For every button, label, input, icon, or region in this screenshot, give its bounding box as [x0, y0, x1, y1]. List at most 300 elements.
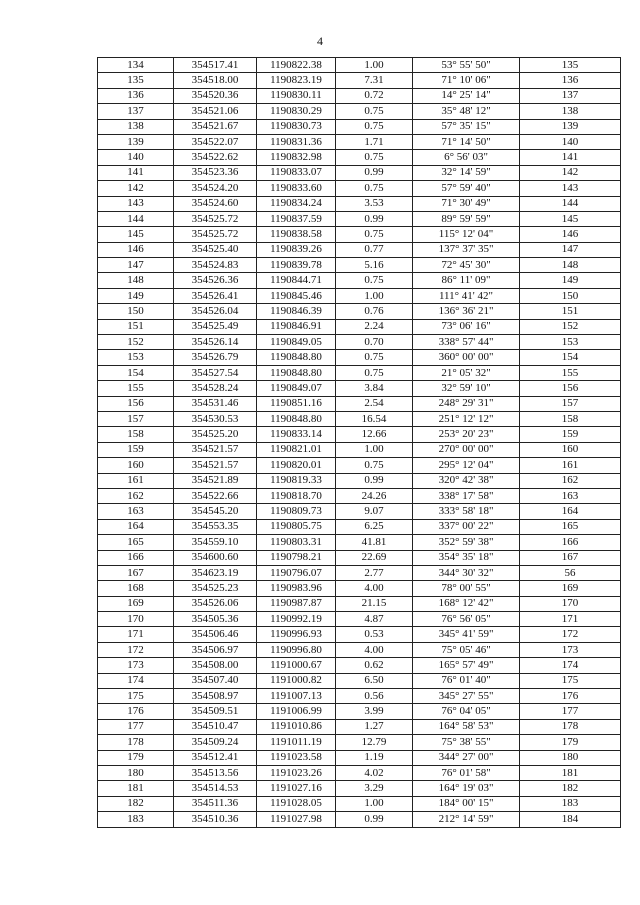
distance-cell: 6.50 — [336, 673, 413, 688]
next-point-cell: 152 — [520, 319, 621, 334]
y-coordinate-cell: 1191028.05 — [257, 796, 336, 811]
y-coordinate-cell: 1191023.26 — [257, 765, 336, 780]
point-number-cell: 151 — [98, 319, 174, 334]
y-coordinate-cell: 1190833.14 — [257, 427, 336, 442]
bearing-cell: 270° 00' 00" — [413, 442, 520, 457]
distance-cell: 0.75 — [336, 350, 413, 365]
distance-cell: 4.00 — [336, 642, 413, 657]
table-row — [98, 335, 621, 350]
y-coordinate-cell: 1190839.78 — [257, 258, 336, 273]
y-coordinate-cell: 1190832.98 — [257, 150, 336, 165]
table-row — [98, 765, 621, 780]
y-coordinate-cell: 1190830.11 — [257, 88, 336, 103]
table-row — [98, 627, 621, 642]
distance-cell: 0.75 — [336, 181, 413, 196]
y-coordinate-cell: 1190820.01 — [257, 458, 336, 473]
table-row — [98, 781, 621, 796]
point-number-cell: 165 — [98, 535, 174, 550]
table-row — [98, 596, 621, 611]
x-coordinate-cell: 354506.97 — [174, 642, 257, 657]
distance-cell: 0.56 — [336, 689, 413, 704]
point-number-cell: 181 — [98, 781, 174, 796]
bearing-cell: 76° 01' 40" — [413, 673, 520, 688]
x-coordinate-cell: 354510.47 — [174, 719, 257, 734]
next-point-cell: 166 — [520, 535, 621, 550]
table-row — [98, 134, 621, 149]
distance-cell: 21.15 — [336, 596, 413, 611]
y-coordinate-cell: 1190846.39 — [257, 304, 336, 319]
bearing-cell: 164° 58' 53" — [413, 719, 520, 734]
point-number-cell: 141 — [98, 165, 174, 180]
table-row — [98, 473, 621, 488]
bearing-cell: 344° 27' 00" — [413, 750, 520, 765]
distance-cell: 0.99 — [336, 165, 413, 180]
distance-cell: 2.54 — [336, 396, 413, 411]
x-coordinate-cell: 354600.60 — [174, 550, 257, 565]
y-coordinate-cell: 1191011.19 — [257, 735, 336, 750]
y-coordinate-cell: 1190833.60 — [257, 181, 336, 196]
y-coordinate-cell: 1190987.87 — [257, 596, 336, 611]
point-number-cell: 144 — [98, 211, 174, 226]
y-coordinate-cell: 1190830.29 — [257, 104, 336, 119]
next-point-cell: 165 — [520, 519, 621, 534]
distance-cell: 1.71 — [336, 134, 413, 149]
distance-cell: 2.77 — [336, 565, 413, 580]
distance-cell: 4.00 — [336, 581, 413, 596]
bearing-cell: 137° 37' 35" — [413, 242, 520, 257]
y-coordinate-cell: 1190809.73 — [257, 504, 336, 519]
y-coordinate-cell: 1190996.93 — [257, 627, 336, 642]
next-point-cell: 142 — [520, 165, 621, 180]
distance-cell: 1.00 — [336, 442, 413, 457]
y-coordinate-cell: 1190796.07 — [257, 565, 336, 580]
distance-cell: 16.54 — [336, 411, 413, 426]
point-number-cell: 157 — [98, 411, 174, 426]
bearing-cell: 76° 56' 05" — [413, 612, 520, 627]
y-coordinate-cell: 1191010.86 — [257, 719, 336, 734]
next-point-cell: 167 — [520, 550, 621, 565]
next-point-cell: 154 — [520, 350, 621, 365]
bearing-cell: 337° 00' 22" — [413, 519, 520, 534]
distance-cell: 4.87 — [336, 612, 413, 627]
table-row — [98, 150, 621, 165]
table-row — [98, 658, 621, 673]
distance-cell: 12.79 — [336, 735, 413, 750]
x-coordinate-cell: 354510.36 — [174, 812, 257, 827]
next-point-cell: 150 — [520, 288, 621, 303]
table-row — [98, 612, 621, 627]
bearing-cell: 57° 35' 15" — [413, 119, 520, 134]
y-coordinate-cell: 1190996.80 — [257, 642, 336, 657]
table-row — [98, 381, 621, 396]
y-coordinate-cell: 1191000.82 — [257, 673, 336, 688]
next-point-cell: 138 — [520, 104, 621, 119]
x-coordinate-cell: 354512.41 — [174, 750, 257, 765]
next-point-cell: 182 — [520, 781, 621, 796]
y-coordinate-cell: 1190822.38 — [257, 58, 336, 73]
y-coordinate-cell: 1190819.33 — [257, 473, 336, 488]
point-number-cell: 169 — [98, 596, 174, 611]
bearing-cell: 21° 05' 32" — [413, 365, 520, 380]
x-coordinate-cell: 354623.19 — [174, 565, 257, 580]
distance-cell: 0.75 — [336, 227, 413, 242]
y-coordinate-cell: 1190849.05 — [257, 335, 336, 350]
next-point-cell: 136 — [520, 73, 621, 88]
bearing-cell: 73° 06' 16" — [413, 319, 520, 334]
x-coordinate-cell: 354511.36 — [174, 796, 257, 811]
table-row — [98, 242, 621, 257]
point-number-cell: 178 — [98, 735, 174, 750]
x-coordinate-cell: 354507.40 — [174, 673, 257, 688]
distance-cell: 3.84 — [336, 381, 413, 396]
table-row — [98, 319, 621, 334]
bearing-cell: 345° 41' 59" — [413, 627, 520, 642]
x-coordinate-cell: 354521.89 — [174, 473, 257, 488]
table-row — [98, 227, 621, 242]
distance-cell: 5.16 — [336, 258, 413, 273]
table-row — [98, 258, 621, 273]
x-coordinate-cell: 354553.35 — [174, 519, 257, 534]
distance-cell: 7.31 — [336, 73, 413, 88]
x-coordinate-cell: 354526.06 — [174, 596, 257, 611]
distance-cell: 0.99 — [336, 812, 413, 827]
point-number-cell: 172 — [98, 642, 174, 657]
bearing-cell: 354° 35' 18" — [413, 550, 520, 565]
distance-cell: 6.25 — [336, 519, 413, 534]
table-row — [98, 288, 621, 303]
bearing-cell: 71° 14' 50" — [413, 134, 520, 149]
y-coordinate-cell: 1190838.58 — [257, 227, 336, 242]
next-point-cell: 139 — [520, 119, 621, 134]
next-point-cell: 177 — [520, 704, 621, 719]
bearing-cell: 75° 05' 46" — [413, 642, 520, 657]
next-point-cell: 179 — [520, 735, 621, 750]
x-coordinate-cell: 354521.67 — [174, 119, 257, 134]
x-coordinate-cell: 354522.66 — [174, 488, 257, 503]
y-coordinate-cell: 1190844.71 — [257, 273, 336, 288]
y-coordinate-cell: 1190833.07 — [257, 165, 336, 180]
point-number-cell: 154 — [98, 365, 174, 380]
table-row — [98, 673, 621, 688]
bearing-cell: 253° 20' 23" — [413, 427, 520, 442]
point-number-cell: 152 — [98, 335, 174, 350]
x-coordinate-cell: 354521.06 — [174, 104, 257, 119]
table-row — [98, 812, 621, 827]
x-coordinate-cell: 354526.04 — [174, 304, 257, 319]
distance-cell: 0.99 — [336, 473, 413, 488]
y-coordinate-cell: 1190803.31 — [257, 535, 336, 550]
y-coordinate-cell: 1190851.16 — [257, 396, 336, 411]
x-coordinate-cell: 354518.00 — [174, 73, 257, 88]
y-coordinate-cell: 1190830.73 — [257, 119, 336, 134]
point-number-cell: 177 — [98, 719, 174, 734]
x-coordinate-cell: 354559.10 — [174, 535, 257, 550]
point-number-cell: 149 — [98, 288, 174, 303]
bearing-cell: 251° 12' 12" — [413, 411, 520, 426]
point-number-cell: 180 — [98, 765, 174, 780]
bearing-cell: 57° 59' 40" — [413, 181, 520, 196]
next-point-cell: 56 — [520, 565, 621, 580]
bearing-cell: 136° 36' 21" — [413, 304, 520, 319]
table-row — [98, 550, 621, 565]
next-point-cell: 181 — [520, 765, 621, 780]
next-point-cell: 164 — [520, 504, 621, 519]
bearing-cell: 248° 29' 31" — [413, 396, 520, 411]
x-coordinate-cell: 354525.49 — [174, 319, 257, 334]
y-coordinate-cell: 1190839.26 — [257, 242, 336, 257]
distance-cell: 41.81 — [336, 535, 413, 550]
distance-cell: 1.00 — [336, 288, 413, 303]
x-coordinate-cell: 354506.46 — [174, 627, 257, 642]
bearing-cell: 89° 59' 59" — [413, 211, 520, 226]
x-coordinate-cell: 354514.53 — [174, 781, 257, 796]
x-coordinate-cell: 354527.54 — [174, 365, 257, 380]
distance-cell: 3.53 — [336, 196, 413, 211]
y-coordinate-cell: 1190805.75 — [257, 519, 336, 534]
y-coordinate-cell: 1190846.91 — [257, 319, 336, 334]
table-row — [98, 642, 621, 657]
x-coordinate-cell: 354524.60 — [174, 196, 257, 211]
bearing-cell: 72° 45' 30" — [413, 258, 520, 273]
y-coordinate-cell: 1190992.19 — [257, 612, 336, 627]
y-coordinate-cell: 1191007.13 — [257, 689, 336, 704]
y-coordinate-cell: 1191000.67 — [257, 658, 336, 673]
next-point-cell: 143 — [520, 181, 621, 196]
next-point-cell: 178 — [520, 719, 621, 734]
point-number-cell: 168 — [98, 581, 174, 596]
bearing-cell: 168° 12' 42" — [413, 596, 520, 611]
point-number-cell: 145 — [98, 227, 174, 242]
bearing-cell: 352° 59' 38" — [413, 535, 520, 550]
distance-cell: 1.27 — [336, 719, 413, 734]
next-point-cell: 159 — [520, 427, 621, 442]
point-number-cell: 175 — [98, 689, 174, 704]
bearing-cell: 71° 10' 06" — [413, 73, 520, 88]
next-point-cell: 145 — [520, 211, 621, 226]
y-coordinate-cell: 1190848.80 — [257, 350, 336, 365]
point-number-cell: 170 — [98, 612, 174, 627]
point-number-cell: 136 — [98, 88, 174, 103]
point-number-cell: 143 — [98, 196, 174, 211]
table-row — [98, 565, 621, 580]
bearing-cell: 78° 00' 55" — [413, 581, 520, 596]
bearing-cell: 164° 19' 03" — [413, 781, 520, 796]
point-number-cell: 142 — [98, 181, 174, 196]
point-number-cell: 167 — [98, 565, 174, 580]
table-row — [98, 196, 621, 211]
point-number-cell: 140 — [98, 150, 174, 165]
distance-cell: 1.19 — [336, 750, 413, 765]
x-coordinate-cell: 354521.57 — [174, 442, 257, 457]
distance-cell: 0.99 — [336, 211, 413, 226]
point-number-cell: 163 — [98, 504, 174, 519]
next-point-cell: 155 — [520, 365, 621, 380]
bearing-cell: 115° 12' 04" — [413, 227, 520, 242]
x-coordinate-cell: 354525.40 — [174, 242, 257, 257]
distance-cell: 1.00 — [336, 796, 413, 811]
point-number-cell: 147 — [98, 258, 174, 273]
bearing-cell: 76° 04' 05" — [413, 704, 520, 719]
bearing-cell: 360° 00' 00" — [413, 350, 520, 365]
bearing-cell: 53° 55' 50" — [413, 58, 520, 73]
point-number-cell: 183 — [98, 812, 174, 827]
distance-cell: 0.75 — [336, 458, 413, 473]
next-point-cell: 180 — [520, 750, 621, 765]
bearing-cell: 35° 48' 12" — [413, 104, 520, 119]
table-row — [98, 689, 621, 704]
y-coordinate-cell: 1190848.80 — [257, 411, 336, 426]
y-coordinate-cell: 1190831.36 — [257, 134, 336, 149]
table-row — [98, 119, 621, 134]
next-point-cell: 156 — [520, 381, 621, 396]
x-coordinate-cell: 354545.20 — [174, 504, 257, 519]
point-number-cell: 160 — [98, 458, 174, 473]
point-number-cell: 148 — [98, 273, 174, 288]
bearing-cell: 86° 11' 09" — [413, 273, 520, 288]
x-coordinate-cell: 354526.41 — [174, 288, 257, 303]
next-point-cell: 160 — [520, 442, 621, 457]
next-point-cell: 148 — [520, 258, 621, 273]
table-row — [98, 796, 621, 811]
x-coordinate-cell: 354525.72 — [174, 211, 257, 226]
table-row — [98, 273, 621, 288]
distance-cell: 0.77 — [336, 242, 413, 257]
table-row — [98, 396, 621, 411]
point-number-cell: 137 — [98, 104, 174, 119]
point-number-cell: 138 — [98, 119, 174, 134]
next-point-cell: 153 — [520, 335, 621, 350]
next-point-cell: 151 — [520, 304, 621, 319]
x-coordinate-cell: 354530.53 — [174, 411, 257, 426]
distance-cell: 0.75 — [336, 150, 413, 165]
table-row — [98, 304, 621, 319]
table-row — [98, 165, 621, 180]
x-coordinate-cell: 354508.97 — [174, 689, 257, 704]
x-coordinate-cell: 354517.41 — [174, 58, 257, 73]
y-coordinate-cell: 1190798.21 — [257, 550, 336, 565]
bearing-cell: 111° 41' 42" — [413, 288, 520, 303]
y-coordinate-cell: 1190818.70 — [257, 488, 336, 503]
table-row — [98, 504, 621, 519]
y-coordinate-cell: 1190821.01 — [257, 442, 336, 457]
next-point-cell: 140 — [520, 134, 621, 149]
bearing-cell: 14° 25' 14" — [413, 88, 520, 103]
distance-cell: 0.70 — [336, 335, 413, 350]
point-number-cell: 173 — [98, 658, 174, 673]
next-point-cell: 170 — [520, 596, 621, 611]
point-number-cell: 150 — [98, 304, 174, 319]
table-row — [98, 535, 621, 550]
table-row — [98, 427, 621, 442]
point-number-cell: 166 — [98, 550, 174, 565]
y-coordinate-cell: 1190848.80 — [257, 365, 336, 380]
next-point-cell: 137 — [520, 88, 621, 103]
distance-cell: 2.24 — [336, 319, 413, 334]
bearing-cell: 32° 59' 10" — [413, 381, 520, 396]
x-coordinate-cell: 354509.51 — [174, 704, 257, 719]
distance-cell: 0.62 — [336, 658, 413, 673]
point-number-cell: 146 — [98, 242, 174, 257]
table-body — [98, 58, 621, 828]
x-coordinate-cell: 354526.36 — [174, 273, 257, 288]
page-number: 4 — [317, 34, 323, 48]
x-coordinate-cell: 354528.24 — [174, 381, 257, 396]
table-row — [98, 350, 621, 365]
table-row — [98, 211, 621, 226]
x-coordinate-cell: 354526.14 — [174, 335, 257, 350]
next-point-cell: 184 — [520, 812, 621, 827]
next-point-cell: 161 — [520, 458, 621, 473]
y-coordinate-cell: 1191006.99 — [257, 704, 336, 719]
distance-cell: 0.53 — [336, 627, 413, 642]
y-coordinate-cell: 1190837.59 — [257, 211, 336, 226]
next-point-cell: 158 — [520, 411, 621, 426]
x-coordinate-cell: 354524.83 — [174, 258, 257, 273]
x-coordinate-cell: 354531.46 — [174, 396, 257, 411]
next-point-cell: 183 — [520, 796, 621, 811]
bearing-cell: 32° 14' 59" — [413, 165, 520, 180]
next-point-cell: 175 — [520, 673, 621, 688]
point-number-cell: 182 — [98, 796, 174, 811]
next-point-cell: 141 — [520, 150, 621, 165]
x-coordinate-cell: 354521.57 — [174, 458, 257, 473]
table-row — [98, 104, 621, 119]
y-coordinate-cell: 1190849.07 — [257, 381, 336, 396]
bearing-cell: 333° 58' 18" — [413, 504, 520, 519]
bearing-cell: 212° 14' 59" — [413, 812, 520, 827]
x-coordinate-cell: 354513.56 — [174, 765, 257, 780]
y-coordinate-cell: 1190983.96 — [257, 581, 336, 596]
bearing-cell: 6° 56' 03" — [413, 150, 520, 165]
table-row — [98, 458, 621, 473]
distance-cell: 3.29 — [336, 781, 413, 796]
point-number-cell: 161 — [98, 473, 174, 488]
bearing-cell: 75° 38' 55" — [413, 735, 520, 750]
distance-cell: 0.72 — [336, 88, 413, 103]
y-coordinate-cell: 1191027.98 — [257, 812, 336, 827]
x-coordinate-cell: 354508.00 — [174, 658, 257, 673]
x-coordinate-cell: 354525.23 — [174, 581, 257, 596]
next-point-cell: 169 — [520, 581, 621, 596]
next-point-cell: 173 — [520, 642, 621, 657]
table-row — [98, 581, 621, 596]
next-point-cell: 172 — [520, 627, 621, 642]
distance-cell: 9.07 — [336, 504, 413, 519]
distance-cell: 0.76 — [336, 304, 413, 319]
table-row — [98, 365, 621, 380]
bearing-cell: 345° 27' 55" — [413, 689, 520, 704]
next-point-cell: 147 — [520, 242, 621, 257]
point-number-cell: 156 — [98, 396, 174, 411]
distance-cell: 0.75 — [336, 119, 413, 134]
distance-cell: 3.99 — [336, 704, 413, 719]
point-number-cell: 158 — [98, 427, 174, 442]
table-row — [98, 58, 621, 73]
distance-cell: 24.26 — [336, 488, 413, 503]
table-row — [98, 519, 621, 534]
point-number-cell: 176 — [98, 704, 174, 719]
point-number-cell: 139 — [98, 134, 174, 149]
table-row — [98, 181, 621, 196]
distance-cell: 12.66 — [336, 427, 413, 442]
next-point-cell: 157 — [520, 396, 621, 411]
table-row — [98, 750, 621, 765]
table-row — [98, 73, 621, 88]
distance-cell: 1.00 — [336, 58, 413, 73]
point-number-cell: 159 — [98, 442, 174, 457]
x-coordinate-cell: 354525.72 — [174, 227, 257, 242]
x-coordinate-cell: 354509.24 — [174, 735, 257, 750]
